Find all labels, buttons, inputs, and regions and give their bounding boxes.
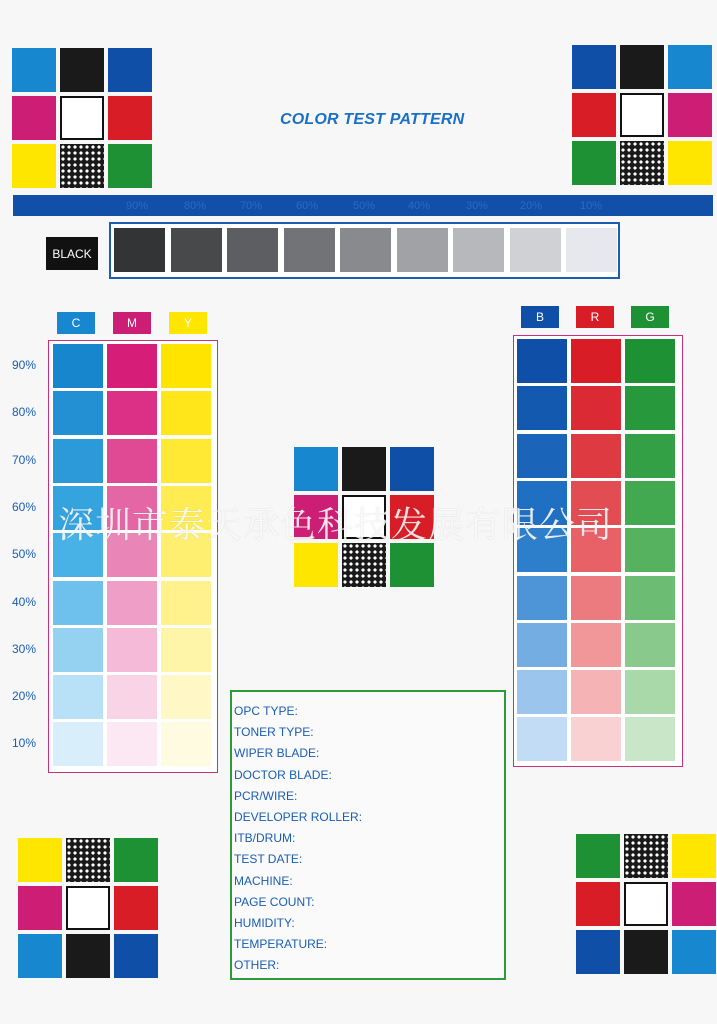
tone-cell: [161, 439, 211, 483]
color-swatch: [108, 96, 152, 140]
color-swatch: [390, 543, 434, 587]
form-field-label: OTHER:: [234, 958, 280, 973]
form-field-label: TEST DATE:: [234, 852, 303, 867]
tone-cell: [53, 675, 103, 719]
tone-cell: [53, 391, 103, 435]
tone-cell: [625, 623, 675, 667]
tone-cell: [517, 717, 567, 761]
color-swatch: [294, 447, 338, 491]
color-swatch: [12, 96, 56, 140]
color-swatch: [18, 886, 62, 930]
header-m: M: [113, 312, 151, 334]
percent-label: 70%: [240, 200, 263, 212]
form-field-label: TEMPERATURE:: [234, 937, 328, 952]
tone-cell: [161, 675, 211, 719]
header-c: C: [57, 312, 95, 334]
tone-cell: [517, 576, 567, 620]
tone-cell: [571, 434, 621, 478]
form-field-label: DOCTOR BLADE:: [234, 767, 332, 782]
color-swatch: [18, 838, 62, 882]
gray-swatch: [510, 228, 561, 272]
tone-cell: [107, 391, 157, 435]
tone-cell: [571, 576, 621, 620]
mini-grid-bottom-right: [576, 834, 716, 974]
pattern-swatch: [60, 144, 104, 188]
color-swatch: [672, 834, 716, 878]
percent-label: 80%: [184, 200, 207, 212]
color-swatch: [624, 930, 668, 974]
gray-swatch: [453, 228, 504, 272]
tone-cell: [107, 439, 157, 483]
mini-grid-top-left: [12, 48, 152, 188]
color-swatch: [390, 447, 434, 491]
gray-swatch: [566, 228, 617, 272]
row-label: 40%: [12, 594, 37, 609]
color-swatch: [294, 543, 338, 587]
tone-cell: [53, 628, 103, 672]
white-swatch: [60, 96, 104, 140]
pattern-swatch: [620, 141, 664, 185]
form-field-label: TONER TYPE:: [234, 725, 314, 740]
color-swatch: [576, 882, 620, 926]
mini-grid-bottom-left: [18, 838, 158, 978]
gray-swatch: [397, 228, 448, 272]
tone-cell: [161, 391, 211, 435]
gray-swatch: [340, 228, 391, 272]
color-swatch: [114, 838, 158, 882]
white-swatch: [620, 93, 664, 137]
tone-cell: [161, 581, 211, 625]
black-label: BLACK: [46, 237, 98, 270]
tone-cell: [107, 344, 157, 388]
tone-cell: [161, 344, 211, 388]
tone-cell: [53, 344, 103, 388]
header-r: R: [576, 306, 614, 328]
gray-swatch: [227, 228, 278, 272]
tone-cell: [517, 623, 567, 667]
color-swatch: [108, 48, 152, 92]
form-field-label: DEVELOPER ROLLER:: [234, 810, 363, 824]
percent-label: 50%: [353, 200, 376, 212]
gray-swatch: [114, 228, 165, 272]
percent-label: 90%: [126, 200, 149, 212]
tone-cell: [571, 670, 621, 714]
percent-label: 30%: [466, 200, 489, 212]
percent-label: 20%: [520, 200, 543, 212]
form-field-label: PAGE COUNT:: [234, 894, 315, 909]
tone-cell: [53, 581, 103, 625]
color-swatch: [12, 48, 56, 92]
tone-cell: [53, 722, 103, 766]
white-swatch: [624, 882, 668, 926]
tone-cell: [625, 481, 675, 525]
color-swatch: [60, 48, 104, 92]
form-field-label: PCR/WIRE:: [234, 788, 298, 803]
watermark: 深圳市泰天承色科技发展有限公司: [58, 505, 614, 546]
color-swatch: [114, 934, 158, 978]
tone-cell: [107, 675, 157, 719]
tone-cell: [517, 339, 567, 383]
tone-cell: [625, 339, 675, 383]
color-swatch: [572, 93, 616, 137]
row-label: 80%: [12, 405, 37, 420]
color-swatch: [672, 930, 716, 974]
color-swatch: [576, 834, 620, 878]
header-b: B: [521, 306, 559, 328]
mini-grid-top-right: [572, 45, 712, 185]
header-g: G: [631, 306, 669, 328]
white-swatch: [66, 886, 110, 930]
color-swatch: [114, 886, 158, 930]
tone-cell: [571, 717, 621, 761]
tone-cell: [625, 576, 675, 620]
tone-cell: [571, 339, 621, 383]
color-swatch: [572, 45, 616, 89]
tone-cell: [517, 670, 567, 714]
tone-cell: [161, 628, 211, 672]
row-label: 20%: [12, 689, 37, 704]
row-label: 10%: [12, 736, 37, 751]
color-swatch: [66, 934, 110, 978]
row-label: 30%: [12, 641, 37, 656]
tone-cell: [571, 386, 621, 430]
tone-cell: [161, 722, 211, 766]
tone-cell: [107, 722, 157, 766]
form-field-label: WIPER BLADE:: [234, 746, 320, 761]
color-swatch: [12, 144, 56, 188]
color-swatch: [668, 141, 712, 185]
tone-cell: [625, 670, 675, 714]
gray-swatch: [171, 228, 222, 272]
tone-cell: [625, 717, 675, 761]
color-swatch: [668, 93, 712, 137]
form-field-label: MACHINE:: [234, 873, 293, 888]
color-swatch: [576, 930, 620, 974]
percent-label: 10%: [580, 200, 603, 212]
percent-label: 60%: [296, 200, 319, 212]
header-y: Y: [169, 312, 207, 334]
color-swatch: [18, 934, 62, 978]
form-field-label: OPC TYPE:: [234, 704, 298, 718]
tone-cell: [571, 623, 621, 667]
tone-cell: [517, 434, 567, 478]
row-label: 70%: [12, 452, 37, 467]
gray-swatch: [284, 228, 335, 272]
color-swatch: [108, 144, 152, 188]
tone-cell: [53, 439, 103, 483]
tone-cell: [625, 434, 675, 478]
form-field-label: HUMIDITY:: [234, 916, 295, 930]
percent-label: 40%: [408, 200, 431, 212]
pattern-swatch: [342, 543, 386, 587]
tone-cell: [625, 386, 675, 430]
row-label: 90%: [12, 358, 37, 372]
row-label: 60%: [12, 499, 37, 514]
color-swatch: [672, 882, 716, 926]
pattern-swatch: [624, 834, 668, 878]
color-swatch: [620, 45, 664, 89]
color-swatch: [342, 447, 386, 491]
tone-cell: [107, 581, 157, 625]
color-swatch: [572, 141, 616, 185]
tone-cell: [625, 528, 675, 572]
pattern-swatch: [66, 838, 110, 882]
page-title: COLOR TEST PATTERN: [280, 111, 465, 128]
form-field-label: ITB/DRUM:: [234, 831, 296, 846]
tone-cell: [107, 628, 157, 672]
color-swatch: [668, 45, 712, 89]
row-label: 50%: [12, 547, 37, 562]
tone-cell: [517, 386, 567, 430]
